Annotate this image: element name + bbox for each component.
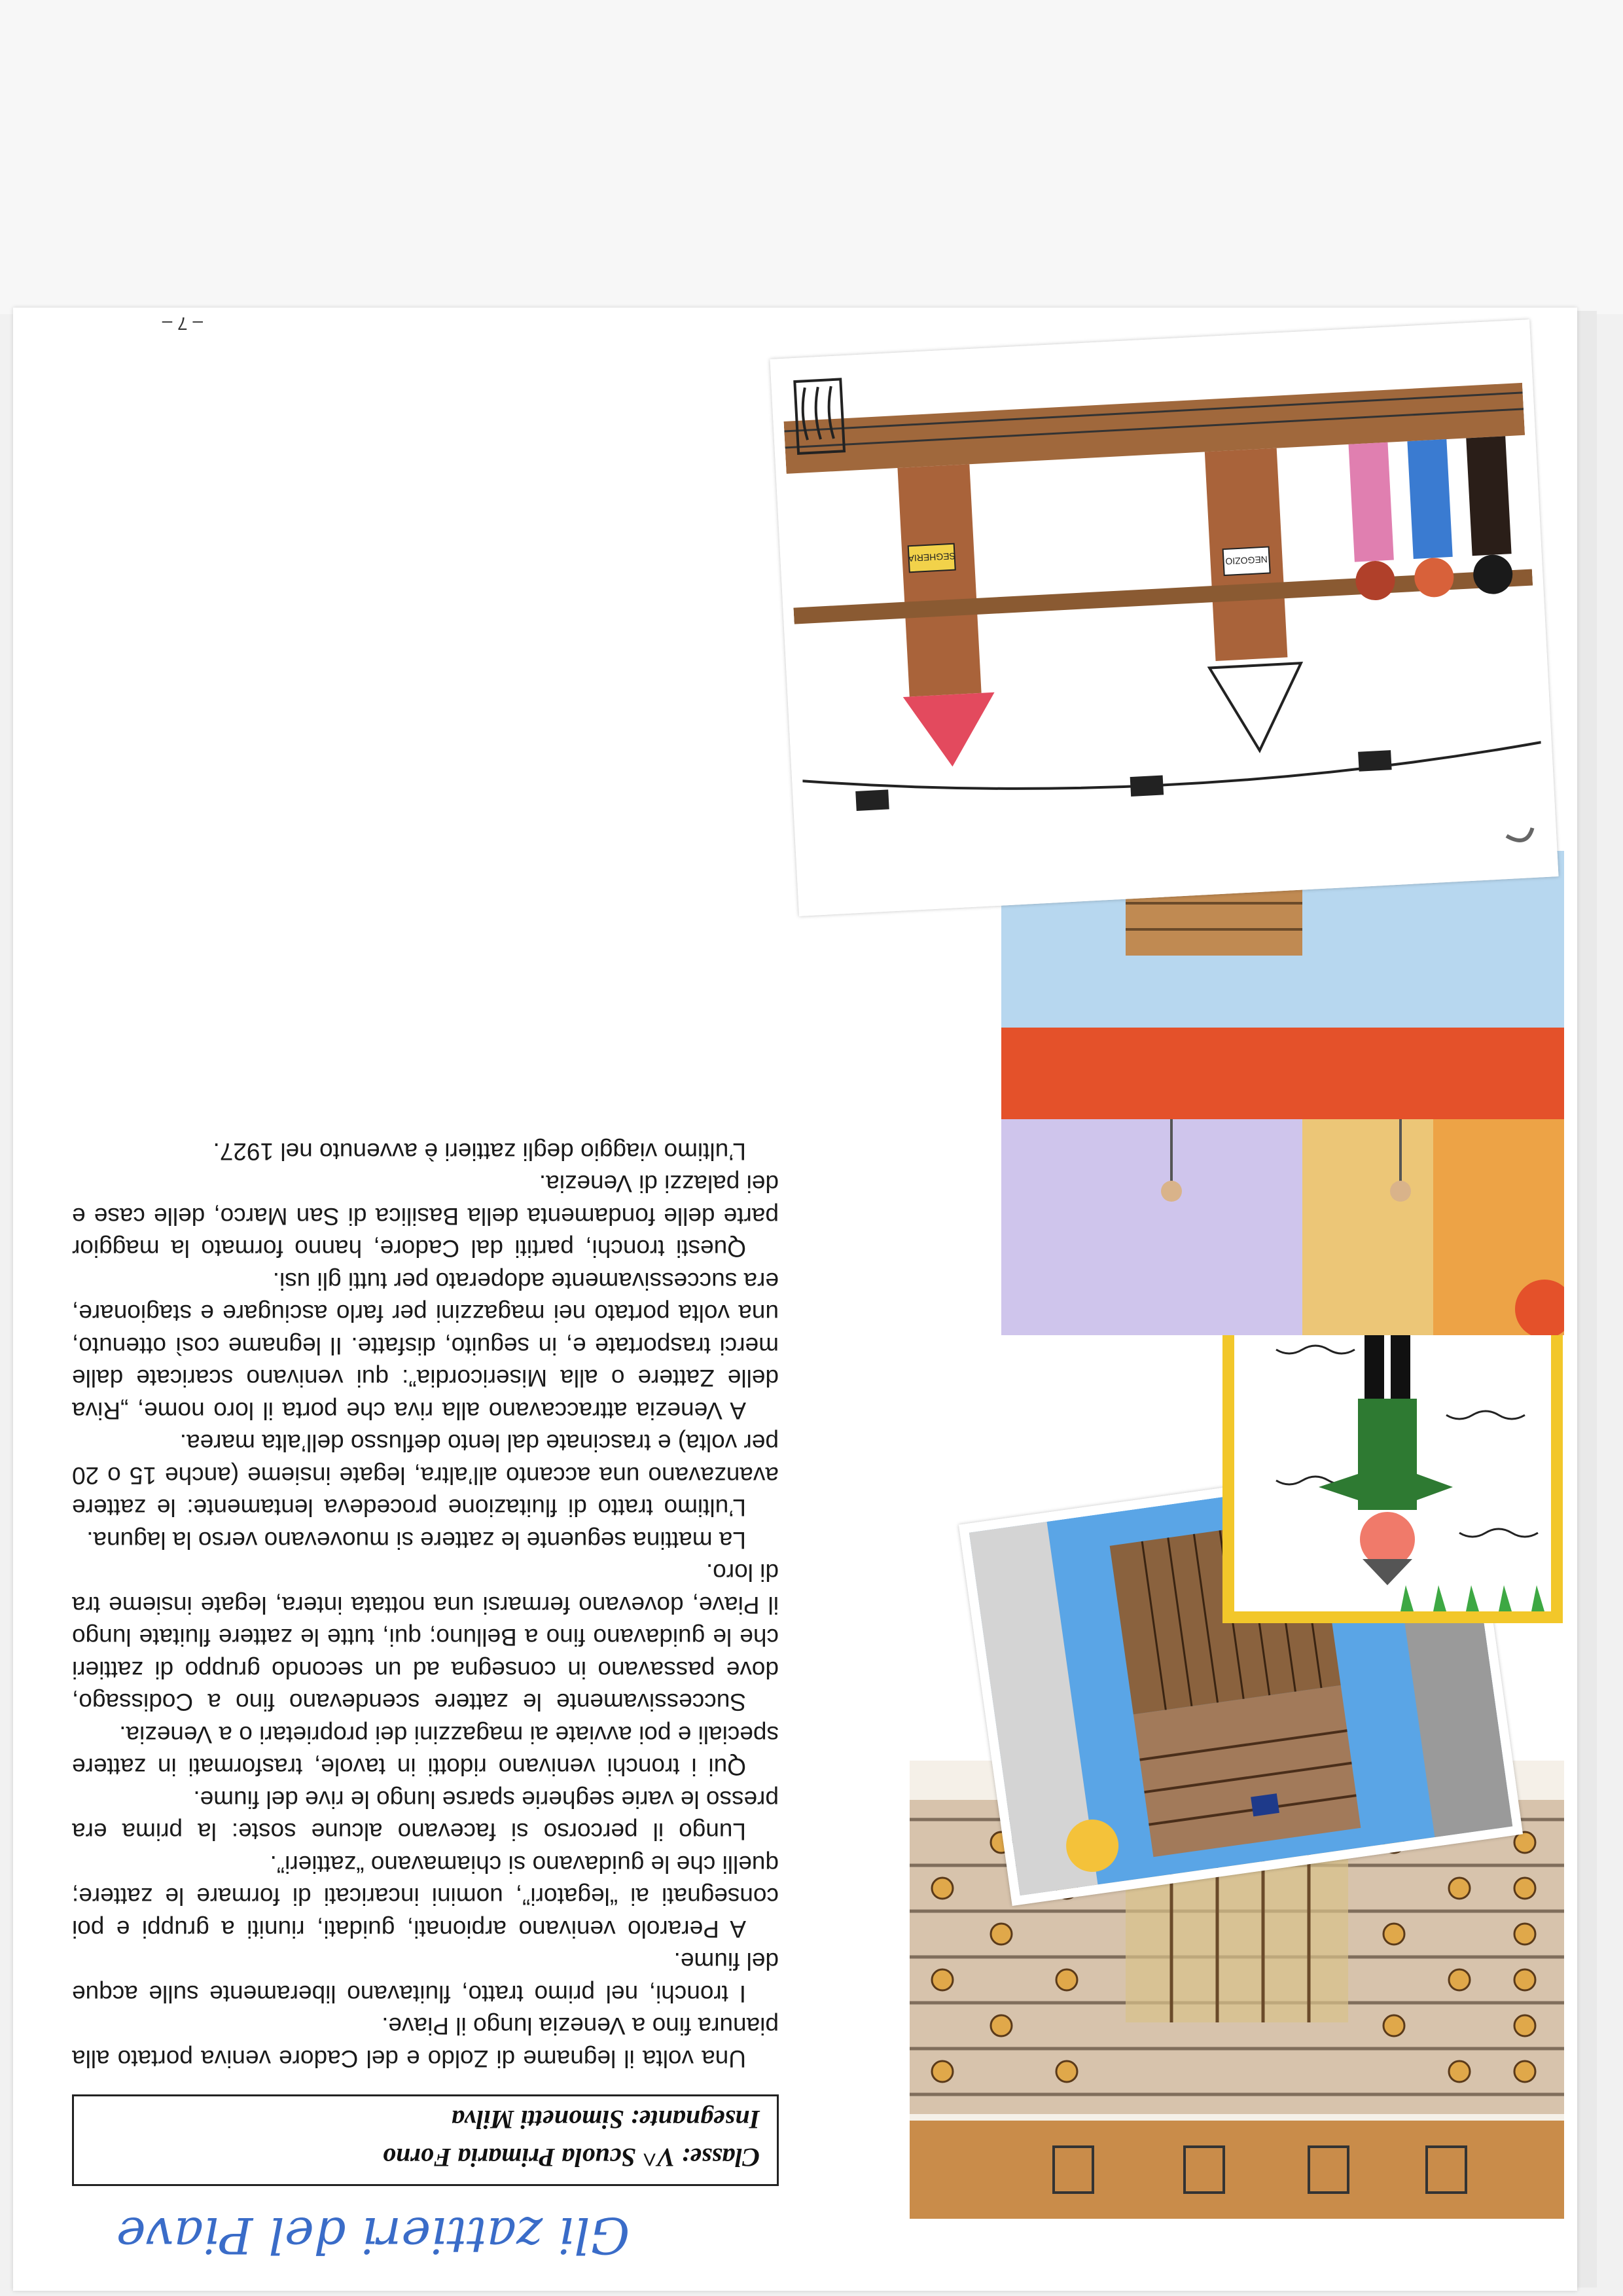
paragraph: Questi tronchi, partiti dal Cadore, hanno formato la maggior parte delle fondamenta della Basilica di San Marco, delle case e dei palazzi di Venezia. [72,1170,779,1263]
scanner-background [0,0,1623,314]
paragraph: L’ultimo tratto di fluitazione procedeva lentamente: le zattere avanzavano una accanto all’altra, legate insieme (anche 15 o 20 per volta) e trascinate dal lento deflusso dell’alta marea. [72,1429,779,1522]
paragraph: La mattina seguente le zattere si muovevano verso la laguna. [86,1527,746,1554]
sign-text: NEGOZIO [1224,554,1268,567]
class-label: Classe: V^ Scuola Primaria Forno [382,2143,760,2172]
page-title: Gli zattieri del Piave [116,2206,630,2265]
class-info-box [72,2094,779,2186]
sunset-lagoon-illustration [1001,851,1564,1335]
sunset-lagoon-drawing [1001,851,1564,1335]
venice-riva-drawing [770,319,1559,916]
teacher-label: Insegnante: Simonetti Milva [451,2105,760,2134]
paragraph: I tronchi, nel primo tratto, fluitavano liberamente sulle acque del fiume. [72,1948,779,2007]
paragraph: Successivamente le zattere scendevano fino a Codissago, dove passavano in consegna ad un secondo gruppo di zattieri che le guidavano fino a Belluno; qui, tutte le zattere fluitate lungo il Piave, dovevano fermarsi una nottata intera, legate insieme tra di loro. [72,1559,779,1716]
article-text [72,1136,779,2075]
paragraph: Lungo il percorso si facevano alcune soste: la prima era presso le varie segherie sparse lungo le rive del fiume. [72,1786,779,1846]
paragraph: A Perarolo venivano arpionati, guidati, riuniti a gruppi e poi consegnati ai “legatori”, uomini incaricati di formare le zattere; quelli che le guidavano si chiamavano “zattieri”. [72,1851,779,1943]
document-page [13,308,1577,2291]
paragraph: L’ultimo viaggio degli zattieri è avvenuto nel 1927. [213,1138,746,1165]
paragraph: Una volta il legname di Zoldo e del Cadore veniva portato alla pianura fino a Venezia lungo il Piave. [72,2013,779,2072]
sign-text: SEGHERIA [908,550,956,564]
paragraph: A Venezia attraccavano alla riva che porta il loro nome, „Riva delle Zattere o alla Misericordia”: qui venivano scaricate dalle merci trasportate e, in seguito, disfatte. Il legname così ottenuto, una volta portato nei magazzini per farlo asciugare e stagionare, era successivamente adoperato per tutti gli usi. [72,1268,779,1424]
page-number: – 7 – [162,314,203,334]
venice-riva-illustration [781,331,1547,905]
paragraph: Qui i tronchi venivano ridotti in tavole, trasformati in zattere speciali e poi avviate ai magazzini dei proprietari o a Venezia. [72,1721,779,1781]
